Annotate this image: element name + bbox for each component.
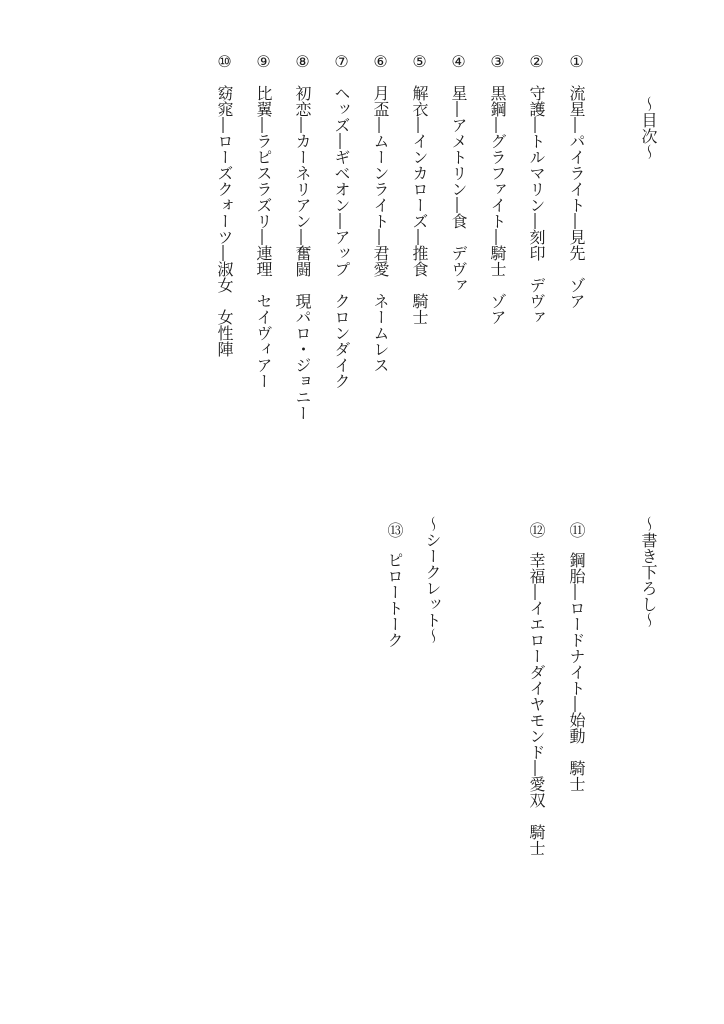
secret-heading: ～シークレット～: [423, 516, 442, 644]
toc-item: [331, 52, 351, 389]
item-title: 黒鋼―グラファイト―騎士: [488, 85, 507, 277]
item-title: ピロートーク: [385, 552, 404, 648]
item-title: 月盃―ムーンライト―君愛: [371, 85, 390, 277]
item-author: セイヴィアー: [254, 293, 273, 389]
toc-item: [253, 52, 273, 389]
item-author: 騎士: [527, 824, 546, 856]
item-author: ゾア: [567, 277, 586, 309]
item-number: ④: [449, 52, 468, 71]
item-author: ゾア: [488, 293, 507, 325]
toc-item: [566, 52, 586, 309]
item-number: ⑨: [254, 52, 273, 71]
toc-item: [448, 52, 468, 293]
toc-item: [214, 52, 234, 357]
toc-heading: ～目次～: [639, 96, 658, 160]
item-number: ②: [527, 52, 546, 71]
item-author: 女性陣: [215, 309, 234, 357]
item-title: 初恋―カーネリアン―奮闘: [293, 85, 312, 277]
item-number: ①: [567, 52, 586, 71]
item-title: 守護―トルマリン―刻印: [527, 85, 546, 261]
item-title: ヘッズ―ギベオン―アップ: [332, 85, 351, 277]
kakioroshi-item: [566, 522, 586, 792]
item-author: ネームレス: [371, 293, 390, 373]
item-title: 星―アメトリン―食: [449, 85, 468, 229]
item-author: 現パロ・ジョニー: [293, 293, 312, 421]
item-title: 比翼―ラピスラズリ―連理: [254, 85, 273, 277]
item-title: 窈窕―ローズクォーツ―淑女: [215, 85, 234, 293]
kakioroshi-item: [526, 522, 546, 856]
toc-item: [487, 52, 507, 325]
item-number: ⑧: [293, 52, 312, 71]
item-author: クロンダイク: [332, 293, 351, 389]
item-author: デヴァ: [449, 245, 468, 293]
secret-item: [384, 522, 404, 648]
item-number: ⑤: [410, 52, 429, 71]
item-number: ⑬: [385, 522, 404, 538]
item-author: 騎士: [410, 293, 429, 325]
item-title: 鋼胎―ロードナイト―始動: [567, 552, 586, 744]
toc-item: [292, 52, 312, 421]
item-number: ⑪: [567, 522, 586, 538]
item-number: ⑦: [332, 52, 351, 71]
kakioroshi-heading: ～書き下ろし～: [639, 516, 658, 628]
item-title: 流星―パイライト―見先: [567, 85, 586, 261]
item-number: ③: [488, 52, 507, 71]
toc-item: [526, 52, 546, 325]
item-number: ⑥: [371, 52, 390, 71]
item-number: ⑩: [215, 52, 234, 71]
item-title: 解衣―インカローズ―推食: [410, 85, 429, 277]
item-author: デヴァ: [527, 277, 546, 325]
item-title: 幸福―イエローダイヤモンド―愛双: [527, 552, 546, 808]
toc-item: [409, 52, 429, 325]
item-number: ⑫: [527, 522, 546, 538]
toc-item: [370, 52, 390, 373]
item-author: 騎士: [567, 760, 586, 792]
